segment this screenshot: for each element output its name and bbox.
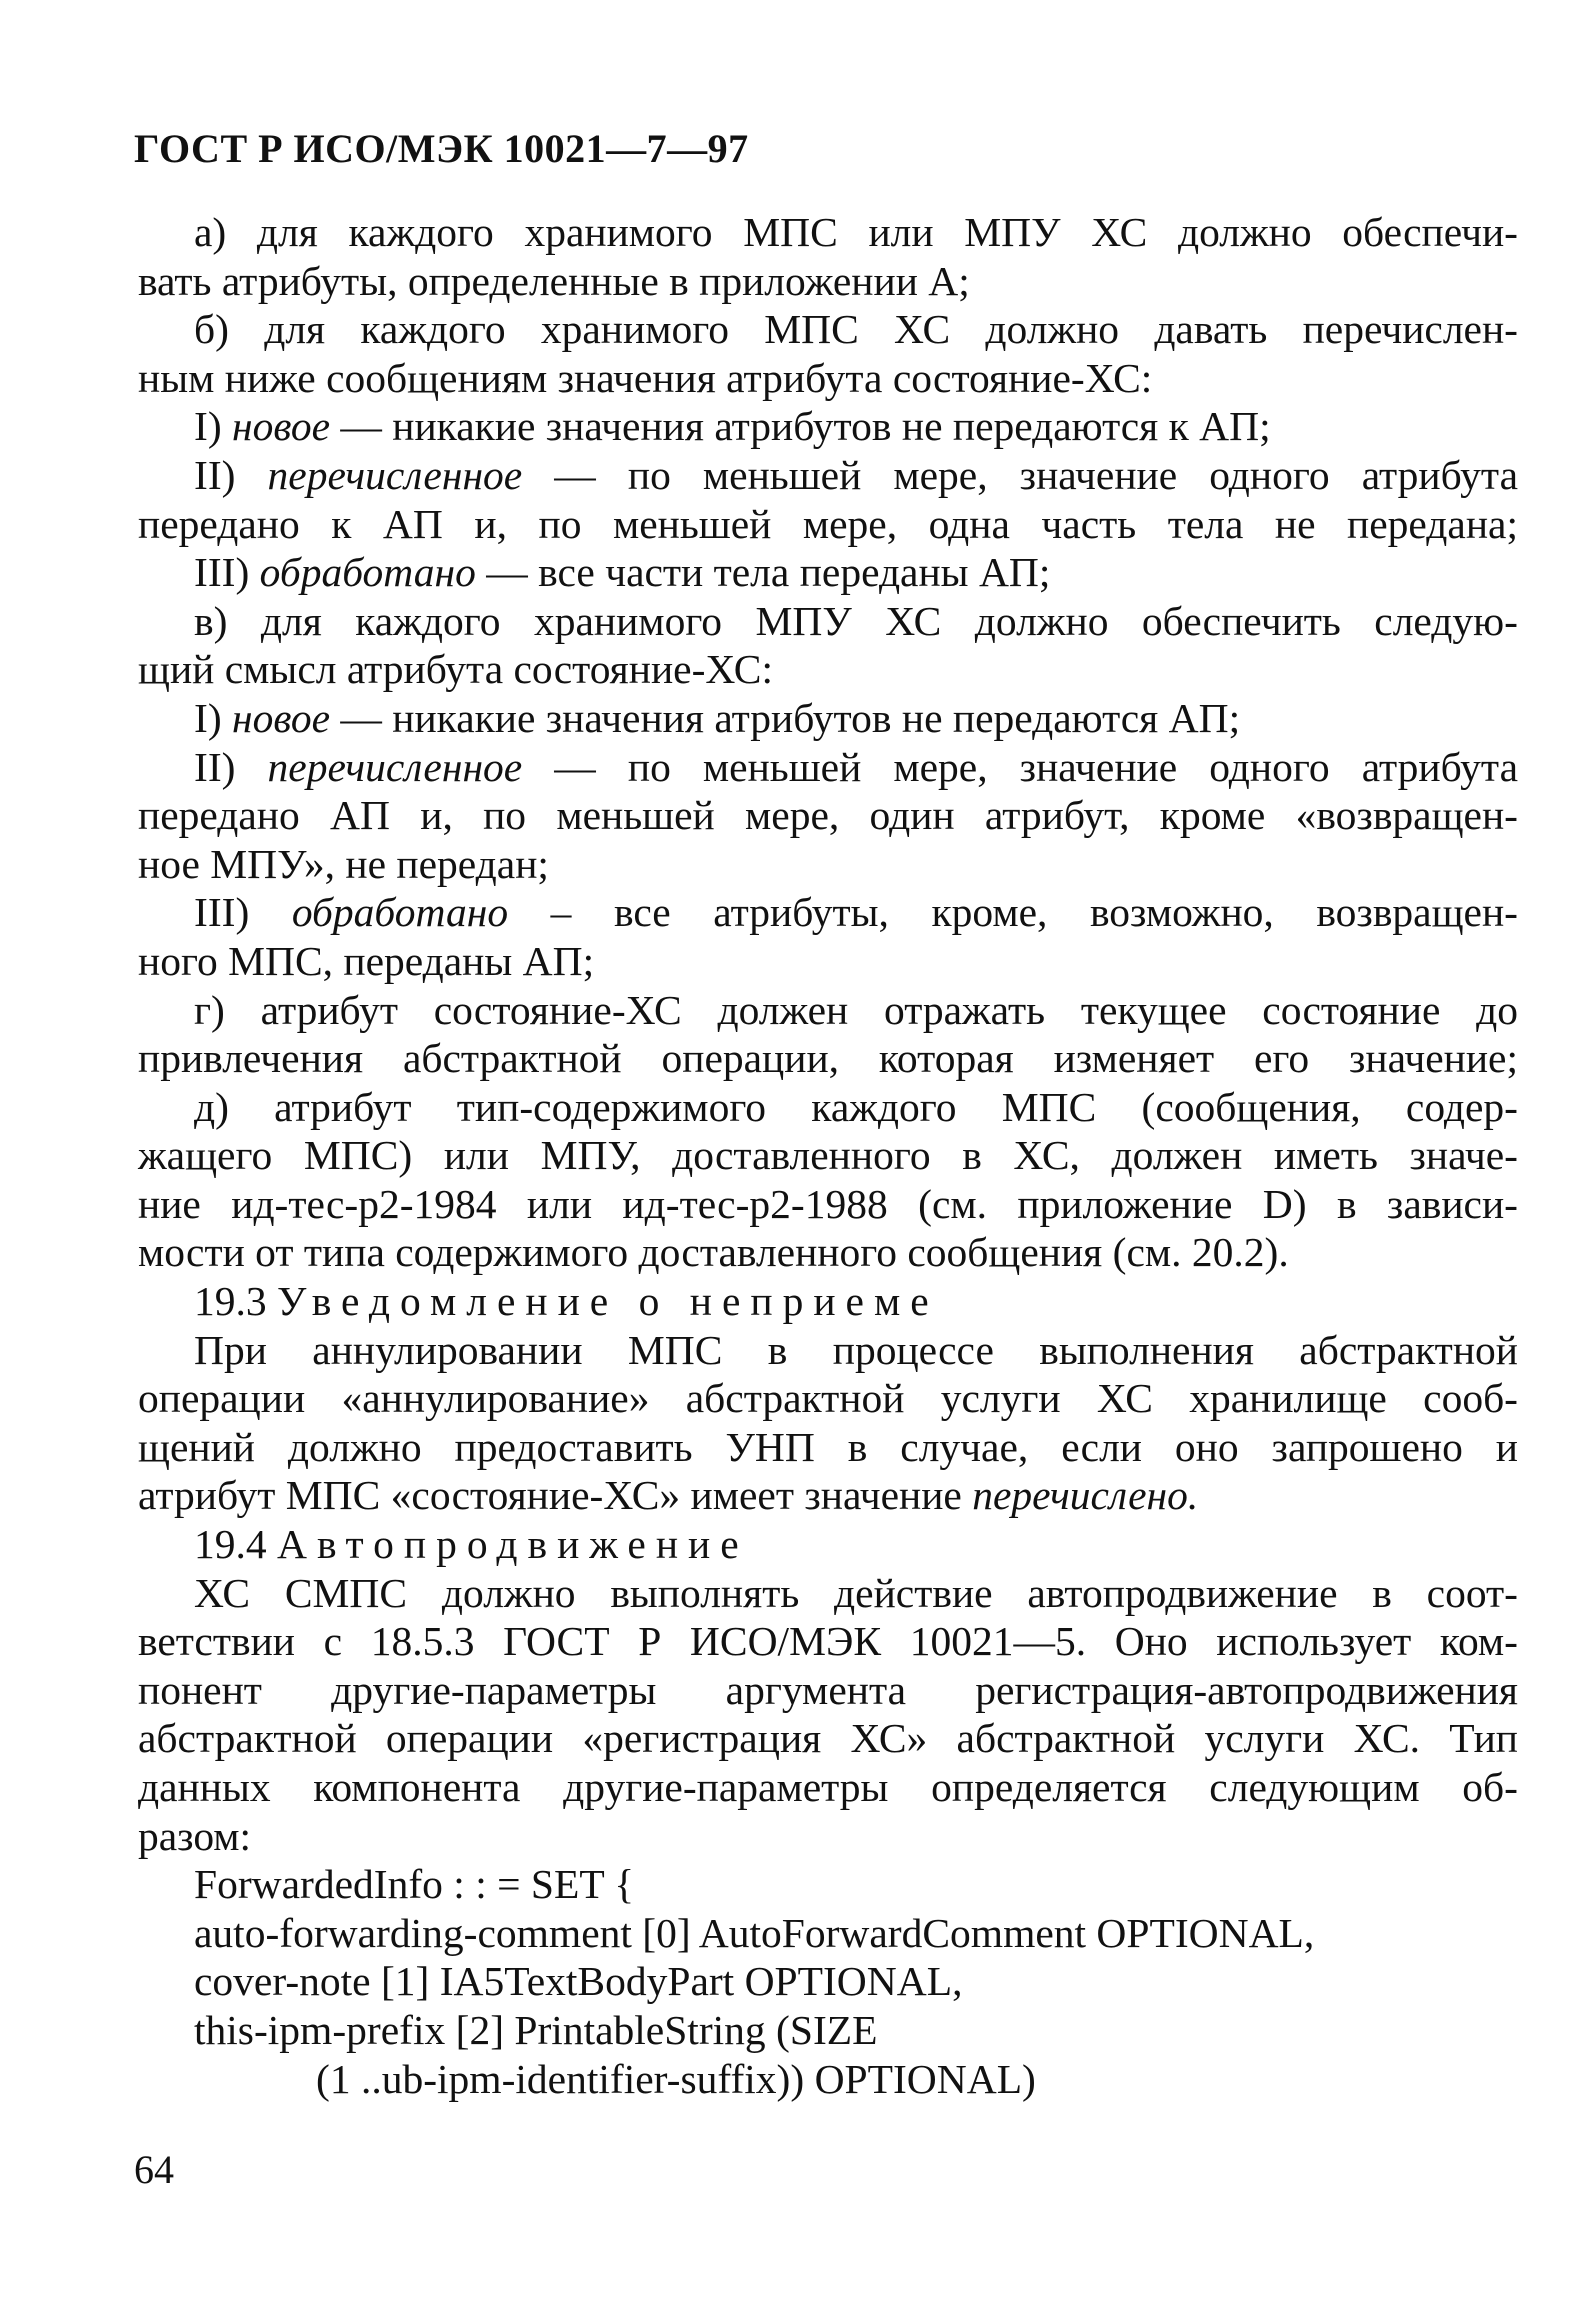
item-text: – все атрибуты, кроме, возможно, возвращен- <box>508 889 1518 936</box>
text-line <box>138 694 1518 743</box>
text-line <box>138 451 1518 500</box>
code-line: this-ipm-prefix [2] PrintableString (SIZE <box>194 2006 878 2053</box>
text-line: данных компонента другие-параметры определяется следующим об- <box>138 1764 1518 1810</box>
text-line <box>138 1471 1518 1520</box>
text-line: понент другие-параметры аргумента регистрация-автопродвижения <box>138 1666 1518 1713</box>
text-line: разом: <box>138 1812 252 1859</box>
text-line <box>138 402 1518 451</box>
code-line: ForwardedInfo : : = SET { <box>194 1861 635 1908</box>
text-line: ветствии с 18.5.3 ГОСТ Р ИСО/МЭК 10021—5. Оно использует ком- <box>138 1618 1518 1665</box>
text-line: ное МПУ», не передан; <box>138 840 549 887</box>
body-text <box>138 208 1518 2103</box>
item-text: — никакие значения атрибутов не передаются АП; <box>330 694 1241 741</box>
text-line: ХС СМПС должно выполнять действие автопродвижение в соот- <box>194 1569 1518 1616</box>
text-line: а) для каждого хранимого МПС или МПУ ХС должно обеспечи- <box>194 209 1518 255</box>
text-line: в) для каждого хранимого МПУ ХС должно обеспечить следую- <box>194 597 1518 644</box>
text-line <box>138 548 1518 597</box>
text-line: г) атрибут состояние-ХС должен отражать текущее состояние до <box>194 986 1518 1033</box>
code-block <box>138 1860 1518 2103</box>
text-line: щий смысл атрибута состояние-ХС: <box>138 646 774 693</box>
section-heading <box>138 1520 1518 1569</box>
text-line: абстрактной операции «регистрация ХС» абстрактной услуги ХС. Тип <box>138 1715 1518 1762</box>
text-line: передано АП и, по меньшей мере, один атрибут, кроме «возвращен- <box>138 792 1518 839</box>
text-line <box>138 743 1518 792</box>
item-text: — по меньшей мере, значение одного атрибута <box>522 743 1518 790</box>
text-line: вать атрибуты, определенные в приложении А; <box>138 257 970 304</box>
item-text: атрибут МПС «состояние-ХС» имеет значение <box>138 1472 973 1519</box>
section-number: 19.3 <box>194 1278 277 1325</box>
text-line: жащего МПС) или МПУ, доставленного в ХС, должен иметь значе- <box>138 1132 1518 1179</box>
text-line: операции «аннулирование» абстрактной услуги ХС хранилище сооб- <box>138 1375 1518 1422</box>
section-title: Автопродвижение <box>277 1521 749 1568</box>
item-number: III) <box>194 549 260 596</box>
text-line: передано к АП и, по меньшей мере, одна часть тела не передана; <box>138 500 1518 547</box>
text-line: ного МПС, переданы АП; <box>138 937 595 984</box>
section-number: 19.4 <box>194 1521 277 1568</box>
italic-term: перечислено. <box>972 1472 1199 1519</box>
code-line: (1 ..ub-ipm-identifier-suffix)) OPTIONAL) <box>316 2055 1036 2102</box>
text-line: щений должно предоставить УНП в случае, если оно запрошено и <box>138 1423 1518 1470</box>
italic-term: новое <box>232 403 330 450</box>
text-line <box>138 888 1518 937</box>
italic-term: обработано <box>291 889 509 936</box>
italic-term: обработано <box>259 549 476 596</box>
code-line: cover-note [1] IA5TextBodyPart OPTIONAL, <box>194 1958 963 2005</box>
text-line: ние ид-тес-р2-1984 или ид-тес-р2-1988 (см. приложение D) в зависи- <box>138 1180 1518 1227</box>
item-number: II) <box>194 743 268 790</box>
item-number: II) <box>194 451 268 498</box>
text-line: При аннулировании МПС в процессе выполнения абстрактной <box>194 1326 1518 1373</box>
italic-term: новое <box>232 694 330 741</box>
text-line: ным ниже сообщениям значения атрибута состояние-ХС: <box>138 354 1153 401</box>
page-number: 64 <box>134 2147 174 2192</box>
section-heading <box>138 1277 1518 1326</box>
section-title: Уведомление о неприеме <box>277 1278 939 1325</box>
italic-term: перечисленное <box>267 743 523 790</box>
text-line: б) для каждого хранимого МПС ХС должно давать перечислен- <box>194 306 1518 353</box>
item-number: I) <box>194 403 233 450</box>
text-line: привлечения абстрактной операции, которая изменяет его значение; <box>138 1035 1518 1082</box>
item-number: III) <box>194 889 292 936</box>
text-line: д) атрибут тип-содержимого каждого МПС (сообщения, содер- <box>194 1083 1518 1130</box>
item-number: I) <box>194 694 233 741</box>
item-text: — все части тела переданы АП; <box>475 549 1051 596</box>
item-text: — по меньшей мере, значение одного атрибута <box>522 451 1518 498</box>
text-line: мости от типа содержимого доставленного сообщения (см. 20.2). <box>138 1229 1289 1276</box>
item-text: — никакие значения атрибутов не передаются к АП; <box>330 403 1271 450</box>
page-header: ГОСТ Р ИСО/МЭК 10021—7—97 <box>134 126 749 171</box>
italic-term: перечисленное <box>267 451 523 498</box>
code-line: auto-forwarding-comment [0] AutoForwardComment OPTIONAL, <box>194 1909 1315 1956</box>
